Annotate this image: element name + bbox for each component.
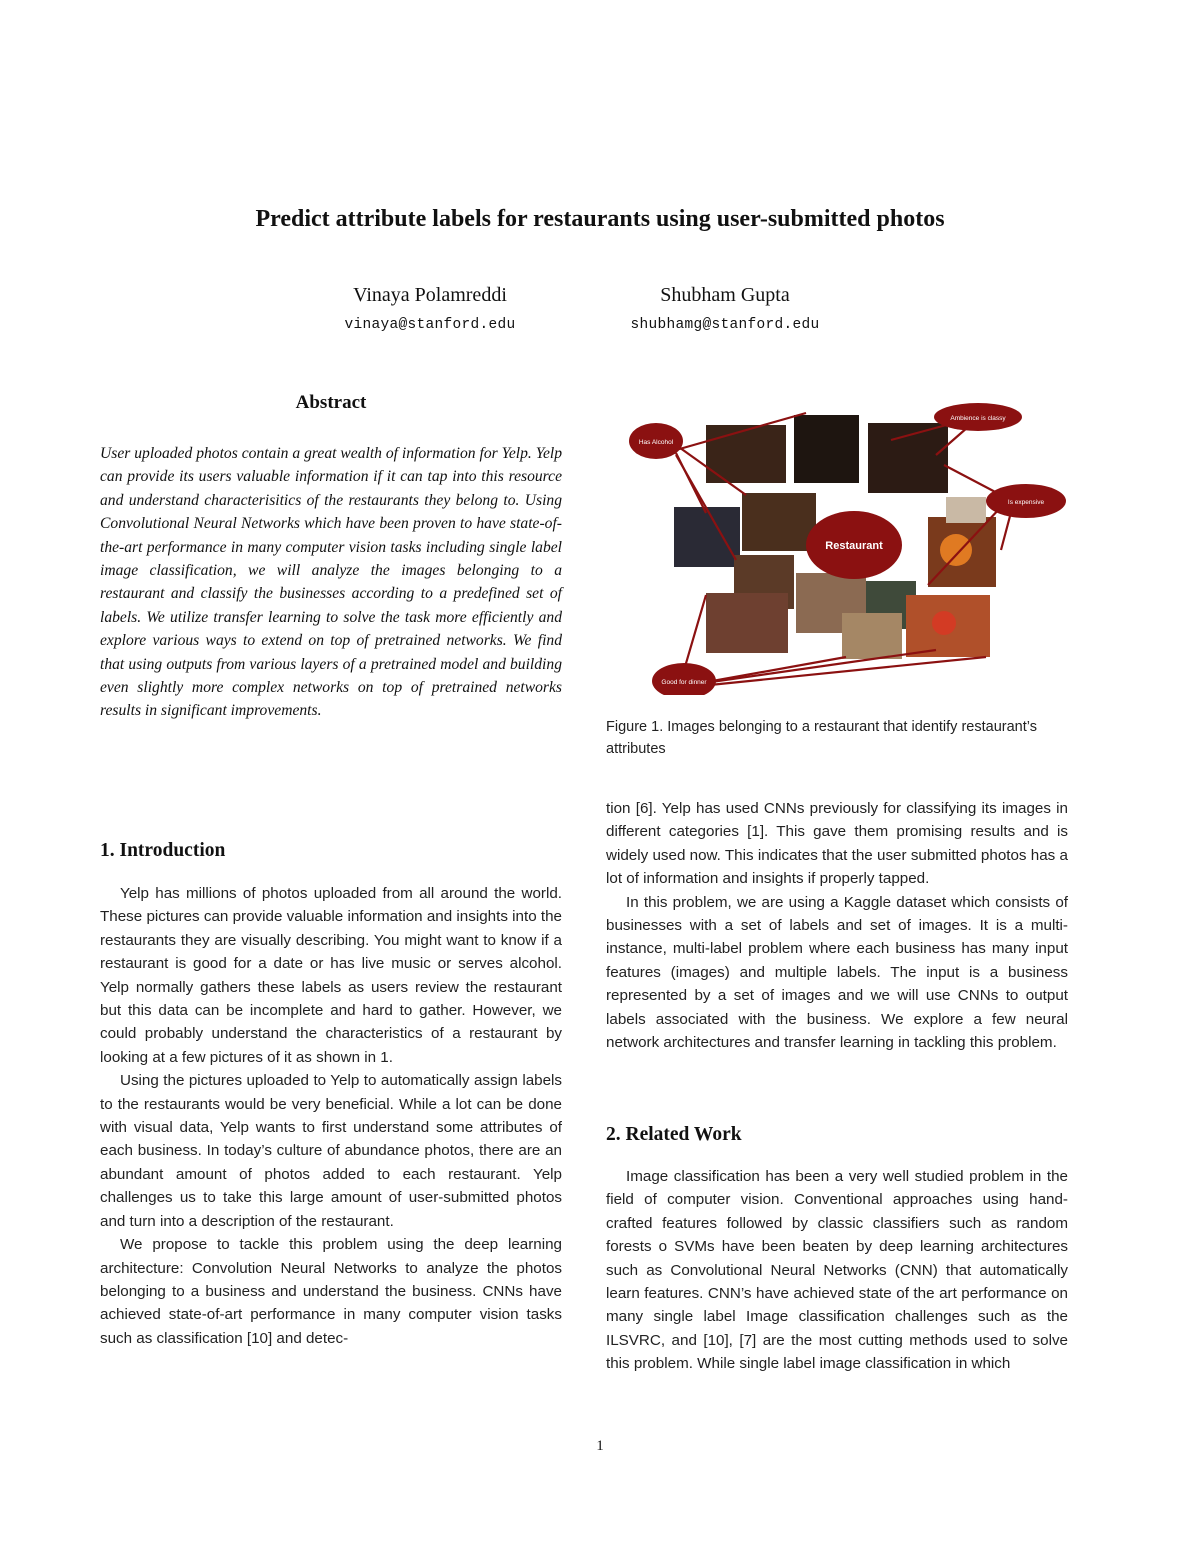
introduction-body-left bbox=[100, 882, 562, 1350]
paragraph: Using the pictures uploaded to Yelp to automatically assign labels to the restaurants would be very beneficial. While a lot can be done with visual data, Yelp wants to first understand some attributes of each business. In today’s culture of abundance photos, there are an abundant amount of photos added to each restaurant. Yelp challenges us to take this large amount of user-submitted photos and turn into a description of the restaurant. bbox=[100, 1072, 562, 1230]
author-block bbox=[575, 284, 875, 333]
author-name: Vinaya Polamreddi bbox=[353, 284, 507, 306]
introduction-body-right bbox=[606, 797, 1068, 1054]
ambience-label: Ambience is classy bbox=[950, 415, 1006, 422]
restaurant-label: Restaurant bbox=[825, 540, 883, 552]
paper-title: Predict attribute labels for restaurants using user-submitted photos bbox=[255, 206, 945, 232]
abstract-heading: Abstract bbox=[295, 392, 367, 413]
author-block bbox=[280, 284, 580, 333]
author-name: Shubham Gupta bbox=[660, 284, 790, 306]
author-email: shubhamg@stanford.edu bbox=[630, 317, 820, 333]
section-heading-related-work: 2. Related Work bbox=[606, 1124, 742, 1145]
figure-caption: Figure 1. Images belonging to a restaurant that identify restaurant’s attributes bbox=[606, 719, 1037, 757]
has-alcohol-label: Has Alcohol bbox=[638, 439, 674, 446]
paragraph: tion [6]. Yelp has used CNNs previously for classifying its images in different categories [1]. This gave them promising results and is widely used now. This indicates that the user submitted photos has a lot of information and insights if properly tapped. bbox=[606, 800, 1068, 888]
abstract-text: User uploaded photos contain a great wealth of information for Yelp. Yelp can provide its users valuable information if it can tap into this resource and understand characterisitics of the restaurants they belong to. Using Convolutional Neural Networks which have been proven to have state-of-the-art performance in many computer vision tasks including single label image classification, we will analyze the images belonging to a restaurant and classify the businesses according to a predefined set of labels. We utilize transfer learning to solve the task more efficiently and explore various ways to extend on top of pretrained networks. We find that using outputs from various layers of a pretrained model and building even slightly more complex networks on top of pretrained networks results in significant improvements. bbox=[100, 445, 562, 720]
figure-1 bbox=[606, 395, 1068, 695]
page-number: 1 bbox=[596, 1438, 604, 1454]
paragraph: Yelp has millions of photos uploaded from all around the world. These pictures can provide valuable information and insights into the restaurants they are visually describing. You might want to know if a restaurant is good for a date or has live music or serves alcohol. Yelp normally gathers these labels as users review the restaurant but this data can be incomplete and hard to gather. However, we could probably understand the characteristics of a restaurant by looking at a few pictures of it as shown in 1. bbox=[100, 885, 562, 1066]
related-work-body bbox=[606, 1165, 1068, 1376]
expensive-label: Is expensive bbox=[1007, 499, 1045, 506]
good-for-dinner-label: Good for dinner bbox=[661, 679, 707, 686]
author-email: vinaya@stanford.edu bbox=[344, 317, 516, 333]
figure-1-graphic bbox=[606, 395, 1068, 695]
paragraph: In this problem, we are using a Kaggle dataset which consists of businesses with a set of labels and set of images. It is a multi-instance, multi-label problem where each business has many input features (images) and multiple labels. The input is a business represented by a set of images and we will use CNNs to output labels associated with the business. We explore a few neural network architectures and transfer learning in tackling this problem. bbox=[606, 893, 1068, 1052]
paragraph: Image classification has been a very well studied problem in the field of computer vision. Conventional approaches using hand-crafted features followed by classic classifiers such as random forests o SVMs have been beaten by deep learning architectures such as Convolutional Neural Networks (CNN) that automatically learn features. CNN’s have achieved state of the art performance on many single label Image classification challenges such as the ILSVRC, and [10], [7] are the most cutting methods used to solve this problem. While single label image classification in which bbox=[606, 1168, 1068, 1373]
paragraph: We propose to tackle this problem using the deep learning architecture: Convolution Neural Networks to analyze the photos belonging to a business and understand the business. CNNs have achieved state-of-art performance in many computer vision tasks such as classification [10] and detec- bbox=[100, 1236, 562, 1347]
section-heading-introduction: 1. Introduction bbox=[100, 840, 226, 861]
